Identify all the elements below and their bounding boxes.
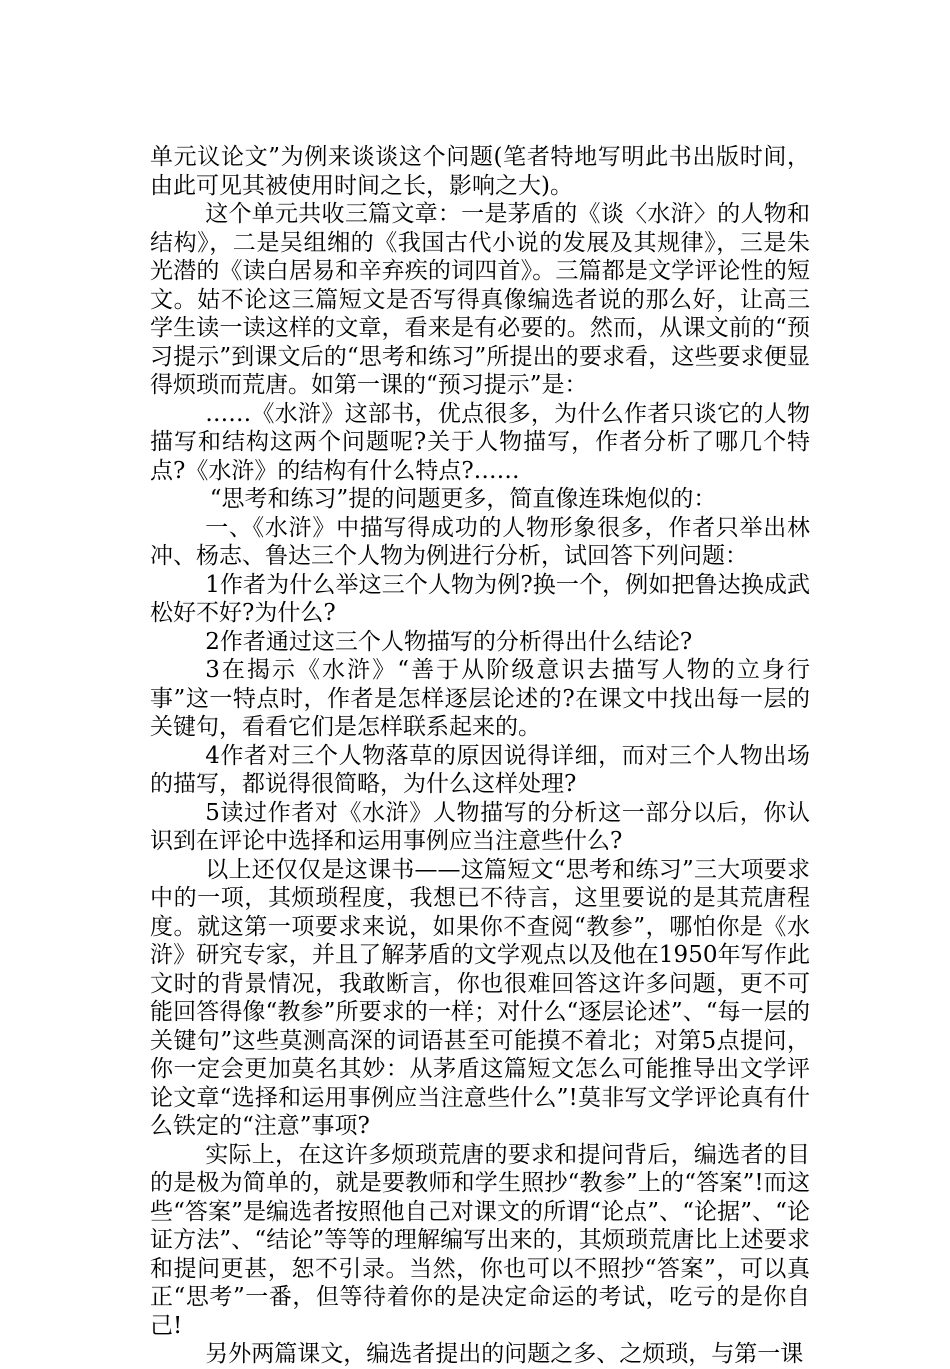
exercise-question-3: 3在揭示《水浒》“善于从阶级意识去描写人物的立身行事”这一特点时，作者是怎样逐层论述的?在课文中找出每一层的关键句，看看它们是怎样联系起来的。 (150, 657, 810, 740)
paragraph-4: 实际上，在这许多烦琐荒唐的要求和提问背后，编选者的目的是极为简单的，就是要教师和学生照抄“教参”上的“答案”!而这些“答案”是编选者按照他自己对课文的所谓“论点”、“论据”、“论证方法”、“结论”等等的理解编写出来的，其烦琐荒唐比上述要求和提问更甚，恕不引录。当然，你也可以不照抄“答案”，可以真正“思考”一番，但等待着你的是决定命运的考试，吃亏的是你自己! (150, 1141, 810, 1339)
paragraph-5: 另外两篇课文，编选者提出的问题之多、之烦琐，与第一课 (205, 1341, 804, 1367)
paragraph-2: 这个单元共收三篇文章：一是茅盾的《谈〈水浒〉的人物和结构》，二是吴组缃的《我国古代小说的发展及其规律》，三是朱光潜的《读白居易和辛弃疾的词四首》。三篇都是文学评论性的短文。姑不论这三篇短文是否写得真像编选者说的那么好，让高三学生读一读这样的文章，看来是有必要的。然而，从课文前的“预习提示”到课文后的“思考和练习”所提出的要求看，这些要求便显得烦琐而荒唐。如第一课的“预习提示”是： (150, 201, 810, 398)
paragraph-exercises-intro: “思考和练习”提的问题更多，简直像连珠炮似的： (209, 486, 717, 512)
exercise-question-5: 5读过作者对《水浒》人物描写的分析这一部分以后，你认识到在评论中选择和运用事例应当注意些什么? (150, 799, 810, 854)
paragraph-3: 以上还仅仅是这课书——这篇短文“思考和练习”三大项要求中的一项，其烦琐程度，我想已不待言，这里要说的是其荒唐程度。就这第一项要求来说，如果你不查阅“教参”，哪怕你是《水浒》研究专家，并且了解茅盾的文学观点以及他在1950年写作此文时的背景情况，我敢断言，你也很难回答这许多问题，更不可能回答得像“教参”所要求的一样；对什么“逐层论述”、“每一层的关键句”这些莫测高深的词语甚至可能摸不着北；对第5点提问，你一定会更加莫名其妙：从茅盾这篇短文怎么可能推导出文学评论文章“选择和运用事例应当注意些什么”!莫非写文学评论真有什么铁定的“注意”事项? (150, 856, 810, 1139)
quote-preview-hint: ……《水浒》这部书，优点很多，为什么作者只谈它的人物描写和结构这两个问题呢?关于人物描写，作者分析了哪几个特点?《水浒》的结构有什么特点?…… (150, 400, 810, 484)
exercise-question-1: 1作者为什么举这三个人物为例?换一个，例如把鲁达换成武松好不好?为什么? (150, 571, 810, 626)
exercise-question-4: 4作者对三个人物落草的原因说得详细，而对三个人物出场的描写，都说得很简略，为什么这样处理? (150, 742, 810, 797)
exercise-item-1: 一、《水浒》中描写得成功的人物形象很多，作者只举出林冲、杨志、鲁达三个人物为例进行分析，试回答下列问题： (150, 514, 810, 569)
paragraph-1: 单元议论文”为例来谈谈这个问题(笔者特地写明此书出版时间，由此可见其被使用时间之长，影响之大)。 (150, 144, 810, 199)
exercise-question-2: 2作者通过这三个人物描写的分析得出什么结论? (205, 628, 693, 655)
document-body (150, 143, 810, 1369)
